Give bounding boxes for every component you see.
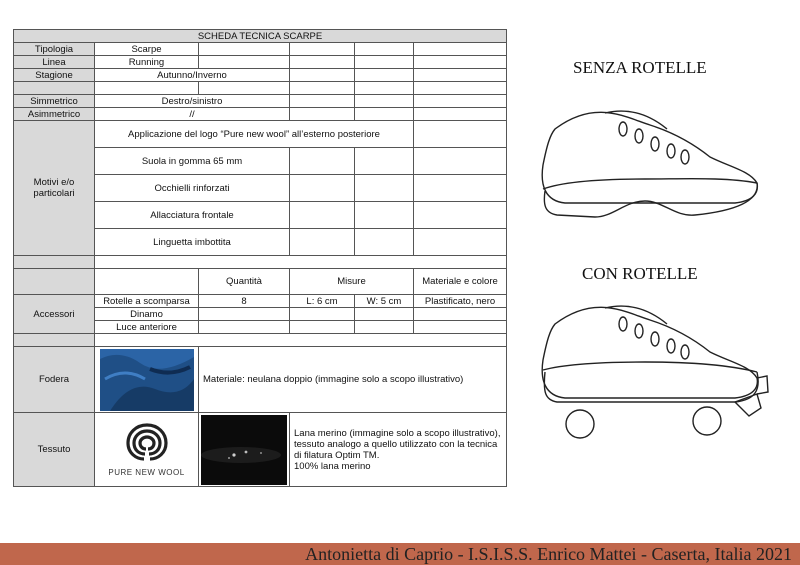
merino-photo-cell	[199, 413, 290, 487]
linea-value: Running	[95, 56, 199, 69]
wool-logo-cell	[95, 413, 199, 487]
misure-header: Misure	[290, 269, 414, 295]
accessory-width: W: 5 cm	[355, 295, 414, 308]
stagione-label: Stagione	[14, 69, 95, 82]
accessori-label: Accessori	[14, 295, 95, 334]
tessuto-description-cell	[290, 413, 507, 487]
accessory-length	[290, 308, 355, 321]
footer-bar	[0, 543, 800, 565]
motivi-item: Applicazione del logo “Pure new wool” all’esterno posteriore	[95, 121, 414, 148]
motivi-item: Linguetta imbottita	[95, 229, 290, 256]
accessory-width	[355, 308, 414, 321]
accessory-material	[414, 321, 507, 334]
motivi-item: Suola in gomma 65 mm	[95, 148, 290, 175]
simmetrico-value: Destro/sinistro	[95, 95, 290, 108]
technical-sheet-table	[13, 29, 507, 487]
accessory-name: Luce anteriore	[95, 321, 199, 334]
sheet-title: SCHEDA TECNICA SCARPE	[14, 30, 507, 43]
linea-label: Linea	[14, 56, 95, 69]
stagione-value: Autunno/Inverno	[95, 69, 290, 82]
accessory-material: Plastificato, nero	[414, 295, 507, 308]
accessory-material	[414, 308, 507, 321]
motivi-label: Motivi e/o particolari	[14, 121, 95, 256]
accessory-width	[355, 321, 414, 334]
view-title-with-wheels: CON ROTELLE	[582, 264, 698, 283]
accessory-length: L: 6 cm	[290, 295, 355, 308]
fodera-photo	[95, 347, 199, 413]
tessuto-label: Tessuto	[14, 413, 95, 487]
accessory-length	[290, 321, 355, 334]
merino-fabric-image	[201, 415, 287, 485]
accessory-qty: 8	[199, 295, 290, 308]
accessory-name: Dinamo	[95, 308, 199, 321]
wool-mark-icon	[122, 421, 172, 463]
tessuto-composition: 100% lana merino	[294, 460, 371, 472]
tipologia-label: Tipologia	[14, 43, 95, 56]
shoe-with-wheels-drawing	[535, 300, 775, 445]
wool-logo-text: PURE NEW WOOL	[108, 468, 185, 477]
accessory-qty	[199, 308, 290, 321]
materiale-header: Materiale e colore	[414, 269, 507, 295]
accessory-qty	[199, 321, 290, 334]
accessory-name: Rotelle a scomparsa	[95, 295, 199, 308]
shoe-without-wheels-drawing	[535, 105, 765, 230]
simmetrico-label: Simmetrico	[14, 95, 95, 108]
footer-credit: Antonietta di Caprio - I.S.I.S.S. Enrico Mattei - Caserta, Italia 2021	[305, 544, 792, 564]
fodera-description: Materiale: neulana doppio (immagine solo a scopo illustrativo)	[199, 347, 507, 413]
fodera-label: Fodera	[14, 347, 95, 413]
view-title-without-wheels: SENZA ROTELLE	[573, 58, 707, 77]
quantita-header: Quantità	[199, 269, 290, 295]
tessuto-description: Lana merino (immagine solo a scopo illustrativo), tessuto analogo a quello utilizzato con la tecnica di filatura Optim TM.	[294, 427, 501, 461]
fodera-fabric-image	[100, 349, 194, 411]
motivi-item: Occhielli rinforzati	[95, 175, 290, 202]
asimmetrico-value: //	[95, 108, 290, 121]
motivi-item: Allacciatura frontale	[95, 202, 290, 229]
asimmetrico-label: Asimmetrico	[14, 108, 95, 121]
tipologia-value: Scarpe	[95, 43, 199, 56]
